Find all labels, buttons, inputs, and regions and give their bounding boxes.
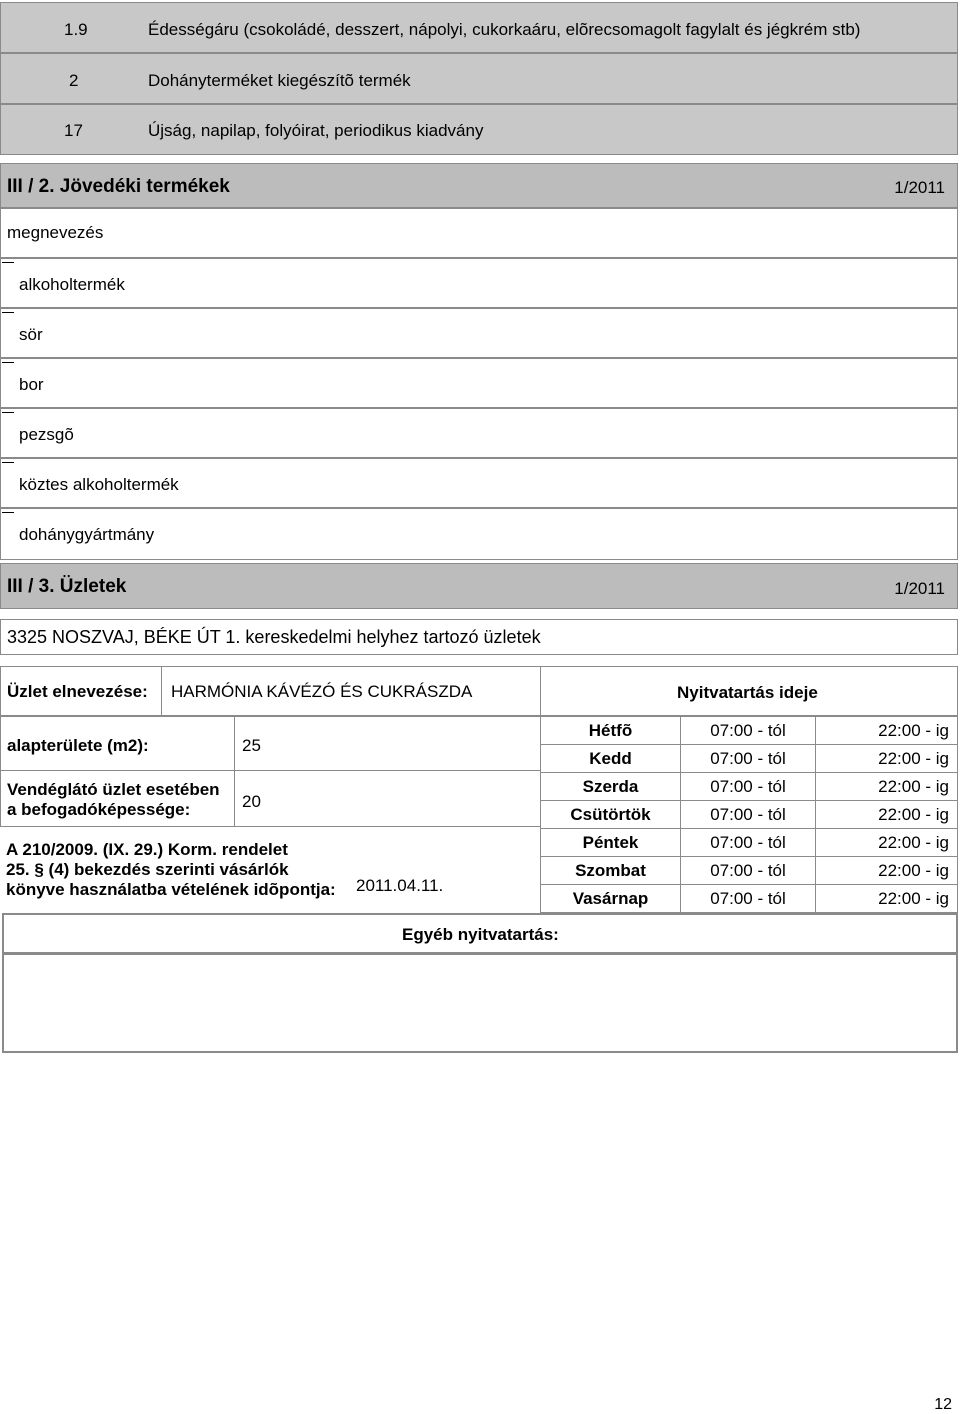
- section-title: III / 3. Üzletek: [7, 576, 127, 597]
- other-hours-header: [2, 913, 958, 954]
- open-from: 07:00 - tól: [681, 885, 816, 913]
- other-hours-box: [2, 953, 958, 1053]
- product-code: 2: [69, 71, 79, 90]
- capacity-label-line: Vendéglátó üzlet esetében: [7, 780, 220, 799]
- capacity-label-cell: [0, 770, 235, 827]
- excise-item-label: bor: [19, 375, 44, 394]
- area-label: alapterülete (m2):: [7, 736, 149, 755]
- excise-item-label: köztes alkoholtermék: [19, 475, 179, 494]
- day-name: Szerda: [541, 773, 681, 801]
- capacity-label-line: a befogadóképessége:: [7, 800, 191, 819]
- shop-name-label-cell: [0, 666, 162, 716]
- regulation-date: 2011.04.11.: [356, 876, 444, 895]
- product-code: 1.9: [64, 20, 88, 39]
- day-name: Hétfõ: [541, 717, 681, 745]
- table-row: [541, 717, 958, 745]
- table-row: [541, 885, 958, 913]
- regulation-line: könyve használatba vételének idõpontja:: [6, 880, 336, 899]
- open-to: 22:00 - ig: [816, 745, 958, 773]
- hours-header: Nyitvatartás ideje: [677, 683, 818, 702]
- excise-item-label: alkoholtermék: [19, 275, 125, 294]
- day-name: Kedd: [541, 745, 681, 773]
- open-from: 07:00 - tól: [681, 773, 816, 801]
- day-name: Péntek: [541, 829, 681, 857]
- dash-marker: [2, 262, 14, 263]
- excise-item-label: sör: [19, 325, 43, 344]
- dash-marker: [2, 462, 14, 463]
- section-header-shops: [0, 563, 958, 609]
- open-from: 07:00 - tól: [681, 829, 816, 857]
- open-from: 07:00 - tól: [681, 857, 816, 885]
- excise-column-header: [0, 208, 958, 258]
- open-from: 07:00 - tól: [681, 745, 816, 773]
- shop-name-label: Üzlet elnevezése:: [7, 682, 148, 701]
- regulation-line: 25. § (4) bekezdés szerinti vásárlók: [6, 860, 289, 879]
- column-header-name: megnevezés: [7, 223, 104, 242]
- open-from: 07:00 - tól: [681, 717, 816, 745]
- dash-marker: [2, 362, 14, 363]
- table-row: [541, 857, 958, 885]
- section-header-excise: [0, 163, 958, 208]
- day-name: Vasárnap: [541, 885, 681, 913]
- excise-item: [0, 458, 958, 508]
- other-hours-label: Egyéb nyitvatartás:: [402, 925, 559, 944]
- shop-name-value-cell: [161, 666, 541, 716]
- area-value: 25: [242, 736, 261, 755]
- product-row: [0, 53, 958, 104]
- product-label: Újság, napilap, folyóirat, periodikus kiadvány: [148, 121, 484, 140]
- dash-marker: [2, 412, 14, 413]
- excise-item: [0, 508, 958, 560]
- page-number: 12: [934, 1396, 952, 1413]
- section-date: 1/2011: [894, 579, 945, 598]
- day-name: Szombat: [541, 857, 681, 885]
- excise-item-label: pezsgõ: [19, 425, 74, 444]
- shop-name-value: HARMÓNIA KÁVÉZÓ ÉS CUKRÁSZDA: [171, 682, 473, 701]
- area-label-cell: [0, 716, 235, 771]
- table-row: [541, 745, 958, 773]
- hours-header-cell: [540, 666, 958, 716]
- open-to: 22:00 - ig: [816, 857, 958, 885]
- product-code: 17: [64, 121, 83, 140]
- section-title: III / 2. Jövedéki termékek: [7, 176, 230, 197]
- table-row: [541, 801, 958, 829]
- shop-address-row: [0, 619, 958, 655]
- opening-hours-table: [540, 716, 958, 913]
- excise-item: [0, 308, 958, 358]
- excise-item: [0, 358, 958, 408]
- product-label: Dohányterméket kiegészítõ termék: [148, 71, 411, 90]
- product-label: Édességáru (csokoládé, desszert, nápolyi, cukorkaáru, elõrecsomagolt fagylalt és jégkrém stb): [148, 20, 861, 39]
- capacity-value: 20: [242, 792, 261, 811]
- open-to: 22:00 - ig: [816, 717, 958, 745]
- regulation-block: [0, 826, 541, 911]
- excise-item-label: dohánygyártmány: [19, 525, 155, 544]
- capacity-value-cell: [234, 770, 541, 827]
- table-row: [541, 829, 958, 857]
- regulation-line: A 210/2009. (IX. 29.) Korm. rendelet: [6, 840, 288, 859]
- open-to: 22:00 - ig: [816, 829, 958, 857]
- dash-marker: [2, 312, 14, 313]
- table-row: [541, 773, 958, 801]
- product-row: [0, 2, 958, 53]
- day-name: Csütörtök: [541, 801, 681, 829]
- open-from: 07:00 - tól: [681, 801, 816, 829]
- open-to: 22:00 - ig: [816, 801, 958, 829]
- shop-address: 3325 NOSZVAJ, BÉKE ÚT 1. kereskedelmi helyhez tartozó üzletek: [7, 627, 541, 647]
- excise-item: [0, 258, 958, 308]
- excise-item: [0, 408, 958, 458]
- area-value-cell: [234, 716, 541, 771]
- dash-marker: [2, 512, 14, 513]
- section-date: 1/2011: [894, 178, 945, 197]
- open-to: 22:00 - ig: [816, 773, 958, 801]
- product-row: [0, 104, 958, 155]
- open-to: 22:00 - ig: [816, 885, 958, 913]
